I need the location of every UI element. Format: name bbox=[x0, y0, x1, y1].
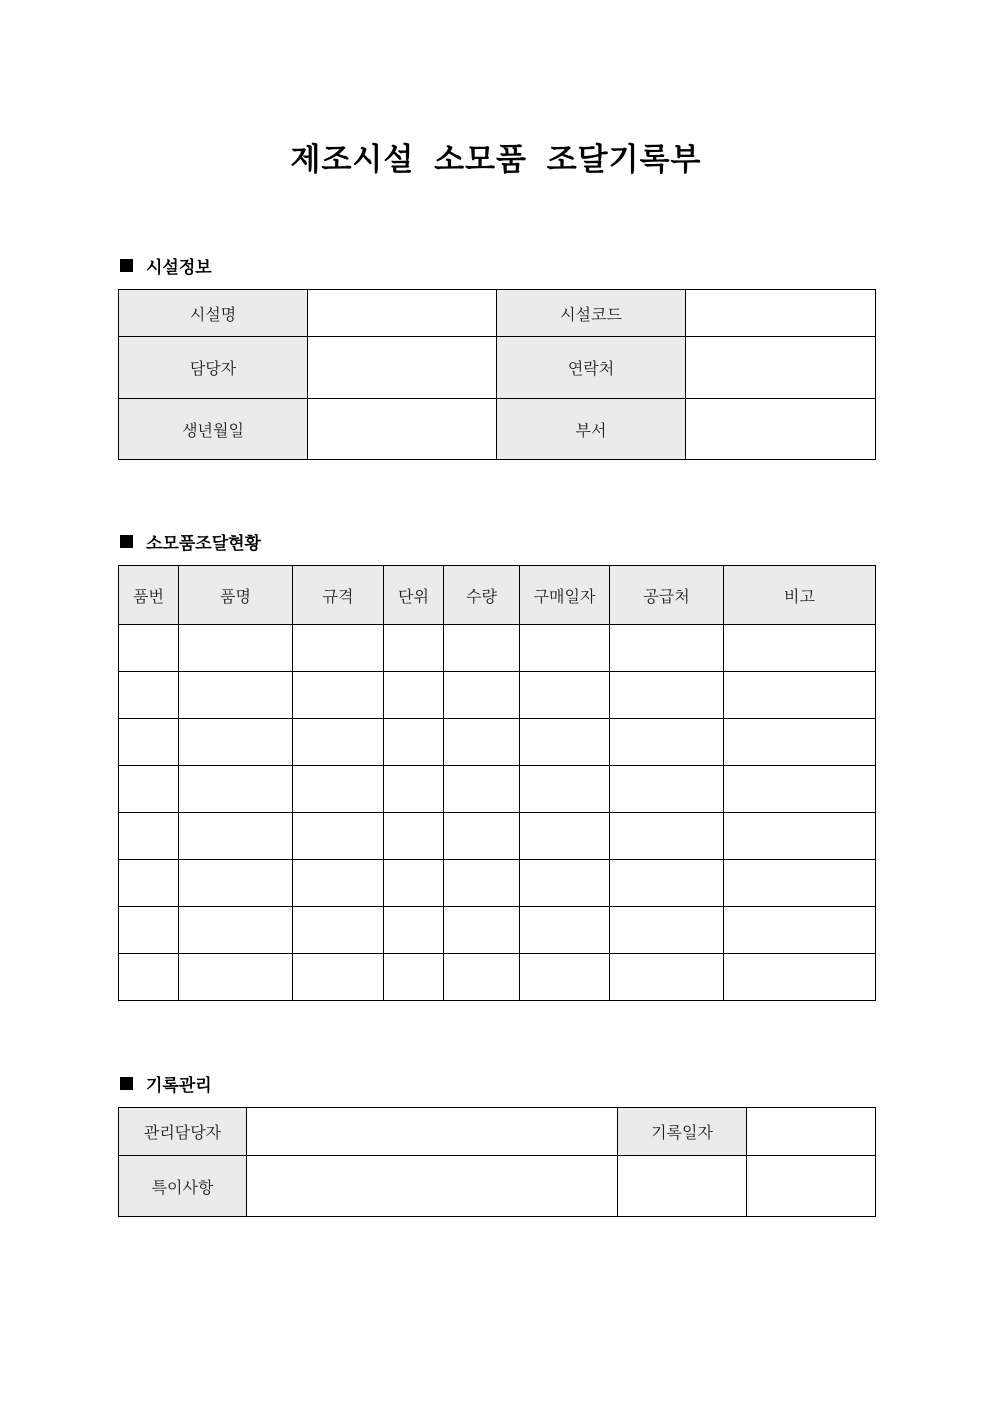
table-cell[interactable] bbox=[520, 625, 610, 672]
square-bullet-icon bbox=[120, 535, 133, 548]
table-cell[interactable] bbox=[179, 719, 293, 766]
table-cell[interactable] bbox=[384, 954, 444, 1001]
table-cell[interactable] bbox=[520, 672, 610, 719]
section-heading-facility bbox=[120, 253, 212, 277]
record-date-field[interactable] bbox=[747, 1108, 876, 1156]
record-manager-field[interactable] bbox=[247, 1108, 618, 1156]
table-cell[interactable] bbox=[179, 672, 293, 719]
contact-label: 연락처 bbox=[497, 337, 686, 399]
table-cell[interactable] bbox=[520, 813, 610, 860]
facility-row bbox=[119, 399, 876, 460]
table-row bbox=[119, 625, 876, 672]
record-manager-label: 관리담당자 bbox=[119, 1108, 247, 1156]
table-row bbox=[119, 672, 876, 719]
table-cell[interactable] bbox=[610, 719, 724, 766]
column-header-spec: 규격 bbox=[293, 566, 384, 625]
table-cell[interactable] bbox=[610, 766, 724, 813]
table-cell[interactable] bbox=[444, 813, 520, 860]
table-cell[interactable] bbox=[520, 907, 610, 954]
column-header-quantity: 수량 bbox=[444, 566, 520, 625]
table-cell[interactable] bbox=[384, 719, 444, 766]
table-cell[interactable] bbox=[179, 860, 293, 907]
facility-row bbox=[119, 337, 876, 399]
table-cell[interactable] bbox=[384, 672, 444, 719]
table-cell[interactable] bbox=[444, 672, 520, 719]
table-cell[interactable] bbox=[119, 766, 179, 813]
table-cell[interactable] bbox=[293, 625, 384, 672]
table-cell[interactable] bbox=[610, 625, 724, 672]
table-cell[interactable] bbox=[384, 860, 444, 907]
table-cell[interactable] bbox=[444, 954, 520, 1001]
facility-info-table bbox=[118, 289, 876, 460]
table-cell[interactable] bbox=[293, 954, 384, 1001]
column-header-item-no: 품번 bbox=[119, 566, 179, 625]
table-cell[interactable] bbox=[444, 766, 520, 813]
notes-extra-cell[interactable] bbox=[747, 1156, 876, 1217]
facility-row bbox=[119, 290, 876, 337]
table-row bbox=[119, 860, 876, 907]
table-cell[interactable] bbox=[444, 625, 520, 672]
column-header-item-name: 품명 bbox=[179, 566, 293, 625]
facility-name-field[interactable] bbox=[308, 290, 497, 337]
table-cell[interactable] bbox=[724, 860, 876, 907]
table-cell[interactable] bbox=[179, 625, 293, 672]
manager-label: 담당자 bbox=[119, 337, 308, 399]
department-field[interactable] bbox=[686, 399, 876, 460]
section-heading-supply bbox=[120, 529, 261, 553]
column-header-unit: 단위 bbox=[384, 566, 444, 625]
notes-field[interactable] bbox=[247, 1156, 618, 1217]
table-cell[interactable] bbox=[119, 672, 179, 719]
table-cell[interactable] bbox=[610, 860, 724, 907]
record-date-label: 기록일자 bbox=[618, 1108, 747, 1156]
birthdate-label: 생년월일 bbox=[119, 399, 308, 460]
section-heading-record-label: 기록관리 bbox=[146, 1075, 212, 1096]
table-cell[interactable] bbox=[119, 719, 179, 766]
square-bullet-icon bbox=[120, 1077, 133, 1090]
table-cell[interactable] bbox=[179, 954, 293, 1001]
table-row bbox=[119, 954, 876, 1001]
table-cell[interactable] bbox=[610, 907, 724, 954]
table-row bbox=[119, 766, 876, 813]
table-cell[interactable] bbox=[179, 813, 293, 860]
record-row bbox=[119, 1108, 876, 1156]
birthdate-field[interactable] bbox=[308, 399, 497, 460]
table-cell[interactable] bbox=[724, 813, 876, 860]
facility-code-field[interactable] bbox=[686, 290, 876, 337]
table-cell[interactable] bbox=[610, 672, 724, 719]
table-cell[interactable] bbox=[384, 766, 444, 813]
notes-extra-cell[interactable] bbox=[618, 1156, 747, 1217]
table-row bbox=[119, 907, 876, 954]
table-cell[interactable] bbox=[724, 625, 876, 672]
table-cell[interactable] bbox=[724, 766, 876, 813]
table-cell[interactable] bbox=[520, 766, 610, 813]
table-cell[interactable] bbox=[724, 719, 876, 766]
table-cell[interactable] bbox=[179, 907, 293, 954]
table-cell[interactable] bbox=[179, 766, 293, 813]
record-management-table bbox=[118, 1107, 876, 1217]
manager-field[interactable] bbox=[308, 337, 497, 399]
table-cell[interactable] bbox=[384, 625, 444, 672]
document-title: 제조시설 소모품 조달기록부 bbox=[290, 142, 702, 178]
facility-code-label: 시설코드 bbox=[497, 290, 686, 337]
table-cell[interactable] bbox=[520, 719, 610, 766]
square-bullet-icon bbox=[120, 259, 133, 272]
table-cell[interactable] bbox=[520, 860, 610, 907]
table-row bbox=[119, 813, 876, 860]
table-cell[interactable] bbox=[293, 907, 384, 954]
table-cell[interactable] bbox=[293, 672, 384, 719]
table-cell[interactable] bbox=[444, 719, 520, 766]
section-heading-record bbox=[120, 1071, 212, 1095]
section-heading-facility-label: 시설정보 bbox=[146, 257, 212, 278]
table-cell[interactable] bbox=[610, 954, 724, 1001]
table-cell[interactable] bbox=[724, 672, 876, 719]
column-header-supplier: 공급처 bbox=[610, 566, 724, 625]
table-cell[interactable] bbox=[119, 625, 179, 672]
table-cell[interactable] bbox=[384, 813, 444, 860]
table-cell[interactable] bbox=[293, 766, 384, 813]
table-cell[interactable] bbox=[119, 813, 179, 860]
section-heading-supply-label: 소모품조달현황 bbox=[146, 533, 261, 554]
supply-header-row bbox=[119, 566, 876, 625]
table-cell[interactable] bbox=[724, 954, 876, 1001]
table-cell[interactable] bbox=[384, 907, 444, 954]
table-cell[interactable] bbox=[119, 860, 179, 907]
table-cell[interactable] bbox=[293, 860, 384, 907]
column-header-remarks: 비고 bbox=[724, 566, 876, 625]
table-cell[interactable] bbox=[724, 907, 876, 954]
supply-status-table bbox=[118, 565, 876, 1001]
table-cell[interactable] bbox=[444, 907, 520, 954]
table-cell[interactable] bbox=[610, 813, 724, 860]
contact-field[interactable] bbox=[686, 337, 876, 399]
table-row bbox=[119, 719, 876, 766]
table-cell[interactable] bbox=[293, 719, 384, 766]
facility-name-label: 시설명 bbox=[119, 290, 308, 337]
table-cell[interactable] bbox=[119, 907, 179, 954]
notes-label: 특이사항 bbox=[119, 1156, 247, 1217]
department-label: 부서 bbox=[497, 399, 686, 460]
table-cell[interactable] bbox=[119, 954, 179, 1001]
column-header-purchase-date: 구매일자 bbox=[520, 566, 610, 625]
table-cell[interactable] bbox=[444, 860, 520, 907]
table-cell[interactable] bbox=[520, 954, 610, 1001]
table-cell[interactable] bbox=[293, 813, 384, 860]
record-row bbox=[119, 1156, 876, 1217]
